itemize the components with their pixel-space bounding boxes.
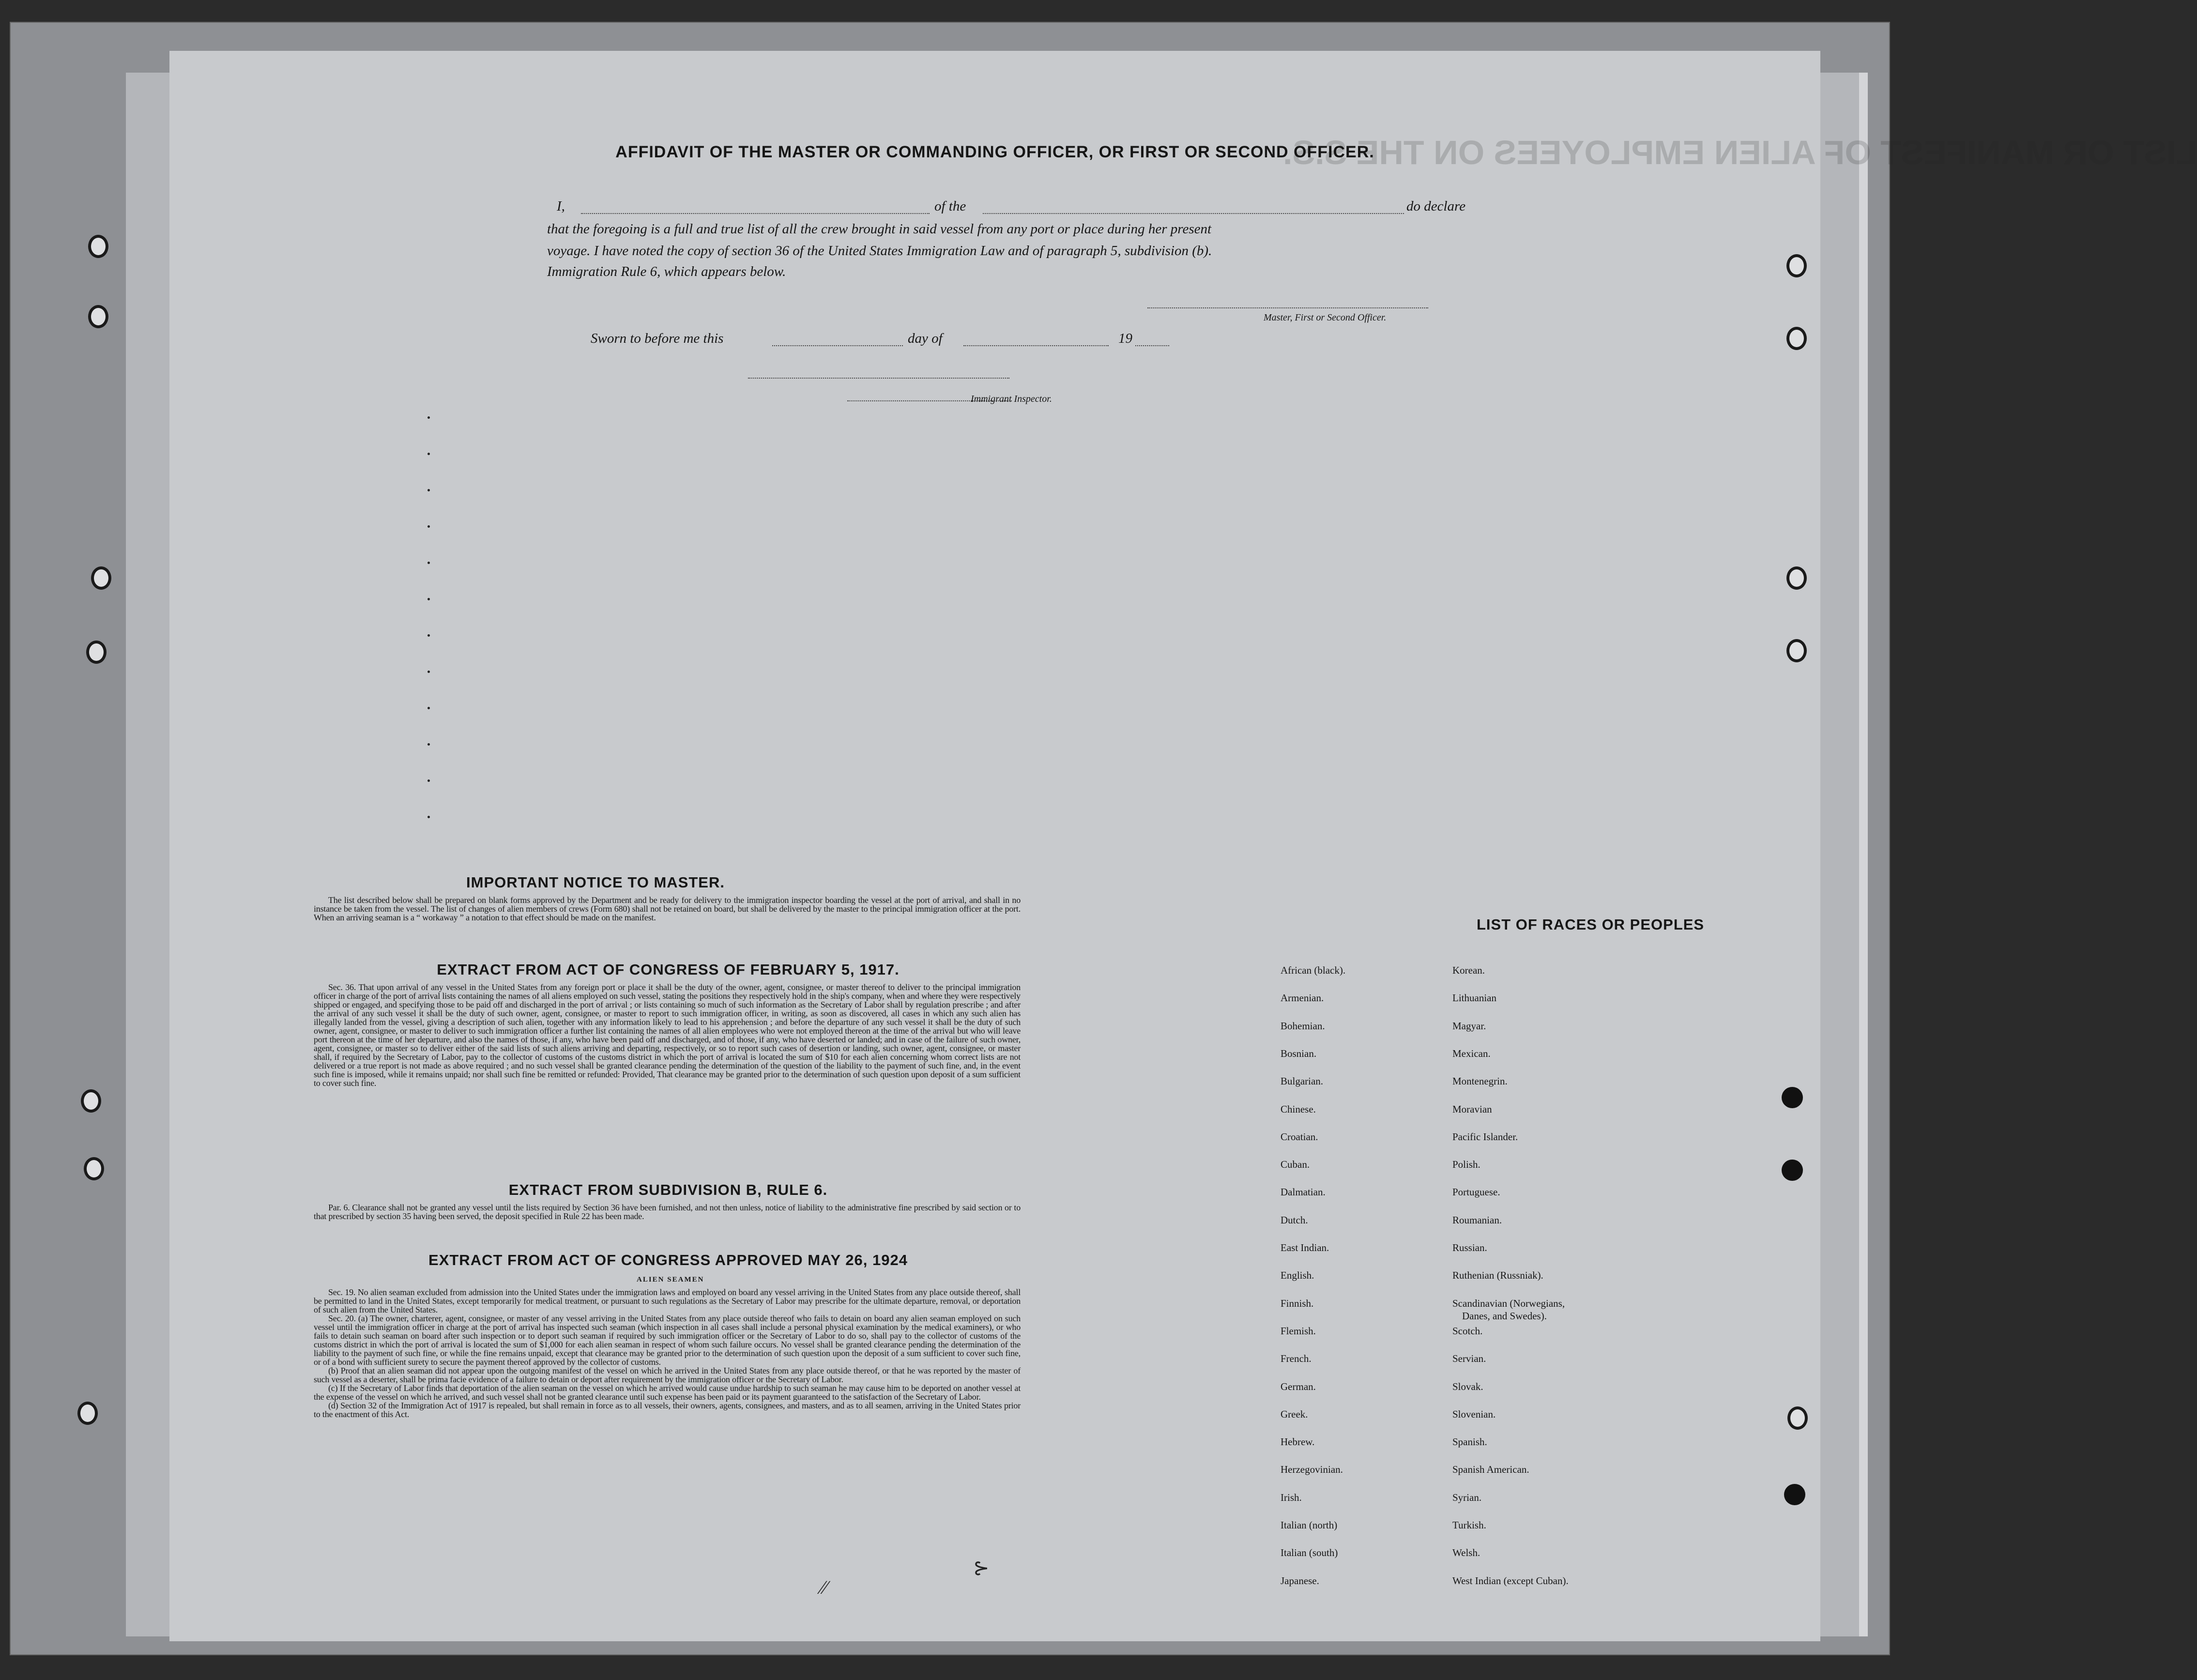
act-1924-sec-20c: (c) If the Secretary of Labor finds that deportation of the alien seaman on the vessel on which he arrived would cause undue hardship to such seaman he may cause him to be deported on another vessel at the expense of the vessel on which he arrived, and such vessel shall not be granted clearance until such expense has been paid or its payment guaranteed to the satisfaction of the Secretary of Labor. (314, 1383, 1021, 1402)
race-item: African (black). (1281, 964, 1346, 976)
inspector-label: Immigrant Inspector. (971, 394, 1052, 404)
race-item: Bulgarian. (1281, 1075, 1324, 1087)
race-item: Danes, and Swedes). (1462, 1310, 1547, 1322)
race-item: Lithuanian (1452, 992, 1496, 1004)
race-item: Greek. (1281, 1408, 1308, 1420)
notice-title: IMPORTANT NOTICE TO MASTER. (466, 874, 725, 891)
year-label: 19 (1118, 331, 1132, 346)
race-item: Finnish. (1281, 1297, 1314, 1309)
race-item: Roumanian. (1452, 1214, 1502, 1226)
act-1924-title: EXTRACT FROM ACT OF CONGRESS APPROVED MAY 26, 1924 (428, 1252, 908, 1268)
race-item: Herzegovinian. (1281, 1464, 1343, 1476)
punch-hole-icon (91, 566, 111, 590)
race-item: Irish. (1281, 1491, 1302, 1503)
binding-dot-icon (1782, 1160, 1803, 1181)
race-item: Welsh. (1452, 1547, 1480, 1559)
vessel-name-field[interactable] (983, 213, 1404, 214)
punch-hole-icon (1786, 254, 1807, 277)
act-1924-sec-19: Sec. 19. No alien seaman excluded from admission into the United States under the immigration laws and employed on board any vessel arriving in the United States from any place outside thereof, shall be permitted to land in the United States, except temporarily for medical treatment, or pursuant to such regulations as the Secretary of Labor may prescribe for the ultimate departure, removal, or deportation of such alien from the United States. (314, 1287, 1021, 1314)
race-item: Mexican. (1452, 1047, 1491, 1059)
race-item: Turkish. (1452, 1519, 1486, 1531)
race-item: Dalmatian. (1281, 1186, 1326, 1198)
race-item: Hebrew. (1281, 1436, 1315, 1448)
race-item: Japanese. (1281, 1574, 1319, 1587)
binding-dot-icon (1782, 1087, 1803, 1108)
entry-marker (427, 779, 430, 782)
affiant-name-field[interactable] (581, 213, 930, 214)
entry-marker (427, 525, 430, 528)
act-1917-paragraph: Sec. 36. That upon arrival of any vessel in the United States from any foreign port or place it shall be the duty of the owner, agent, consignee, or master thereof to deliver to the principal immigration officer in charge of the port of arrival lists containing the names of all aliens employed on such vessel, stating the positions they respectively hold in the ship's company, when and where they were respectively shipped or engaged, and specifying those to be paid off and discharged in the port of arrival ; or lists containing so much of such information as the Secretary of Labor shall by regulation prescribe ; and after the arrival of any such vessel it shall be the duty of such owner, agent, consignee, or master to report to such immigration officer, in writing, as soon as discovered, all cases in which any such alien has illegally landed from the vessel, giving a description of such alien, together with any information likely to lead to his apprehension ; and before the departure of any such vessel it shall be the duty of such owner, agent, consignee, or master to deliver to such immigration officer a further list containing the names of all alien employees who were not employed thereon at the time of the arrival but who will leave port thereon at the time of her departure, and also the names of those, if any, who have been paid off and discharged, and of those, if any, who have deserted or landed; and in case of the failure of such owner, agent, consignee, or master so to deliver either of the said lists of such aliens arriving and departing, respectively, or so to report such cases of desertion or landing, such owner, agent, consignee, or master shall, if required by the Secretary of Labor, pay to the collector of customs of the customs district in which the port of arrival is located the sum of $10 for each alien concerning whom correct lists are not delivered or a true report is not made as above required ; and no such vessel shall be granted clearance pending the determination of the question of the liability to the payment of such fine, and, in the event such fine is imposed, while it remains unpaid; nor shall such fine be remitted or refunded: Provided, That clearance may be granted prior to the determination of such question upon deposit of a sum sufficient to cover such fine. (314, 982, 1021, 1088)
entry-marker (427, 743, 430, 746)
rule-6-paragraph: Par. 6. Clearance shall not be granted any vessel until the lists required by Section 36 have been furnished, and not then unless, notice of liability to the administrative fine prescribed by said section or to that prescribed by section 35 having been served, the deposit specified in Rule 22 has been made. (314, 1203, 1021, 1221)
punch-hole-icon (84, 1157, 104, 1180)
race-item: West Indian (except Cuban). (1452, 1574, 1569, 1587)
punch-hole-icon (1787, 1406, 1808, 1430)
race-item: Italian (north) (1281, 1519, 1338, 1531)
race-item: Korean. (1452, 964, 1485, 976)
race-item: Slovenian. (1452, 1408, 1496, 1420)
act-1917-text (314, 983, 1021, 1087)
sworn-day-field[interactable] (772, 345, 903, 346)
act-1924-sec-20b: (b) Proof that an alien seaman did not appear upon the outgoing manifest of the vessel on which he arrived in the United States from any place outside thereof, or that he was reported by the master of such vessel as a deserter, shall be prima facie evidence of a failure to detain or deport after requirement by the immigration officer or the Secretary of Labor. (314, 1366, 1021, 1384)
sworn-year-field[interactable] (1135, 345, 1169, 346)
punch-hole-icon (81, 1089, 101, 1113)
race-item: Slovak. (1452, 1380, 1483, 1392)
rule-6-title: EXTRACT FROM SUBDIVISION B, RULE 6. (508, 1181, 828, 1198)
entry-marker (427, 562, 430, 564)
punch-hole-icon (1786, 639, 1807, 662)
affidavit-line-1: that the foregoing is a full and true list of all the crew brought in said vessel from any port or place during her present (547, 221, 1212, 237)
act-1924-sec-20d: (d) Section 32 of the Immigration Act of 1917 is repealed, but shall remain in force as to all vessels, their owners, agents, consignees, and masters, and as to all seamen, arriving in the United States prior to the enactment of this Act. (314, 1401, 1021, 1419)
entry-marker (427, 671, 430, 673)
act-1924-text (314, 1288, 1021, 1419)
race-item: Spanish American. (1452, 1464, 1529, 1476)
punch-hole-icon (1786, 566, 1807, 590)
race-item: Croatian. (1281, 1130, 1318, 1143)
race-item: Chinese. (1281, 1103, 1316, 1115)
race-item: Spanish. (1452, 1436, 1487, 1448)
race-item: English. (1281, 1269, 1314, 1282)
race-item: Syrian. (1452, 1491, 1482, 1503)
race-item: Scotch. (1452, 1325, 1483, 1337)
affidavit-i: I, (557, 199, 565, 214)
punch-hole-icon (77, 1402, 98, 1425)
affidavit-title: AFFIDAVIT OF THE MASTER OR COMMANDING OFFICER, OR FIRST OR SECOND OFFICER. (615, 143, 1374, 161)
race-item: Bohemian. (1281, 1020, 1325, 1032)
race-item: Flemish. (1281, 1325, 1316, 1337)
race-item: Portuguese. (1452, 1186, 1500, 1198)
race-item: Armenian. (1281, 992, 1324, 1004)
binding-dot-icon (1784, 1484, 1805, 1505)
inspector-line-1[interactable] (748, 378, 1009, 379)
affidavit-line-2: voyage. I have noted the copy of section 36 of the United States Immigration Law and of paragraph 5, subdivision (b). (547, 243, 1212, 259)
affidavit-do-declare: do declare (1406, 199, 1466, 214)
notice-text (314, 896, 1021, 922)
act-1924-sec-20a: Sec. 20. (a) The owner, charterer, agent, consignee, or master of any vessel arriving in the United States from any place outside thereof who fails to detain on board any alien seaman employed on such vessel until the immigration officer in charge at the port of arrival has inspected such seaman (which inspection in all cases shall include a personal physical examination by the medical examiners), or who fails to detain such seaman on board after such inspection or to deport such seaman if required by such immigration officer or the Secretary of Labor to do so, shall pay to the collector of customs of the customs district in which the port of arrival is located the sum of $1,000 for each alien seaman in respect of whom such failure occurs. No vessel shall be granted clearance pending the determination of the liability to the payment of such fine, or while the fine remains unpaid, except that clearance may be granted prior to the determination of such question upon the deposit of a sum sufficient to cover such fine, or of a bond with sufficient surety to secure the payment thereof approved by the collector of customs. (314, 1313, 1021, 1367)
sworn-month-field[interactable] (963, 345, 1109, 346)
entry-marker (427, 416, 430, 419)
race-item: Magyar. (1452, 1020, 1486, 1032)
race-item: Scandinavian (Norwegians, (1452, 1297, 1565, 1309)
race-item: Pacific Islander. (1452, 1130, 1518, 1143)
race-item: Polish. (1452, 1159, 1480, 1171)
entry-marker (427, 489, 430, 491)
master-signature-field[interactable] (1147, 307, 1428, 308)
race-item: Dutch. (1281, 1214, 1308, 1226)
race-item: Moravian (1452, 1103, 1492, 1115)
race-item: French. (1281, 1353, 1312, 1365)
entry-marker (427, 816, 430, 818)
punch-hole-icon (88, 235, 108, 258)
manifest-page (169, 51, 2197, 1641)
race-item: Ruthenian (Russniak). (1452, 1269, 1543, 1282)
punch-hole-icon (1786, 327, 1807, 350)
rule-6-text (314, 1203, 1021, 1221)
master-signature-label: Master, First or Second Officer. (1264, 312, 1387, 323)
affidavit-line-3: Immigration Rule 6, which appears below. (547, 264, 786, 279)
race-item: Cuban. (1281, 1159, 1310, 1171)
stray-mark: ⊱ (973, 1557, 990, 1579)
bleed-through-text: LIST OR MANIFEST OF ALIEN EMPLOYEES ON THE S.S. (1283, 134, 2197, 171)
day-of-label: day of (908, 331, 943, 346)
notice-paragraph: The list described below shall be prepared on blank forms approved by the Department and be ready for delivery to the immigration inspector boarding the vessel at the port of arrival, and shall in no instance be taken from the vessel. The list of changes of alien members of crews (Form 680) shall not be retained on board, but shall be delivered by the master to the principal immigration officer at the port. When an arriving seaman is a “ workaway ” a notation to that effect should be made on the manifest. (314, 895, 1021, 922)
races-title: LIST OF RACES OR PEOPLES (1477, 916, 1705, 933)
entry-marker (427, 598, 430, 600)
race-item: Montenegrin. (1452, 1075, 1508, 1087)
entry-marker (427, 453, 430, 455)
race-item: East Indian. (1281, 1242, 1329, 1253)
act-1917-title: EXTRACT FROM ACT OF CONGRESS OF FEBRUARY 5, 1917. (437, 961, 900, 978)
race-item: German. (1281, 1380, 1316, 1392)
punch-hole-icon (86, 641, 107, 664)
entry-marker (427, 634, 430, 637)
race-item: Servian. (1452, 1353, 1486, 1365)
race-item: Russian. (1452, 1242, 1487, 1253)
affidavit-of-the: of the (934, 199, 966, 214)
punch-hole-icon (88, 305, 108, 328)
sworn-label: Sworn to before me this (591, 331, 724, 346)
race-item: Bosnian. (1281, 1047, 1317, 1059)
alien-seamen-subtitle: ALIEN SEAMEN (637, 1276, 704, 1283)
stray-mark: ⁄∕ (821, 1576, 827, 1598)
entry-marker (427, 707, 430, 709)
race-item: Italian (south) (1281, 1547, 1338, 1559)
